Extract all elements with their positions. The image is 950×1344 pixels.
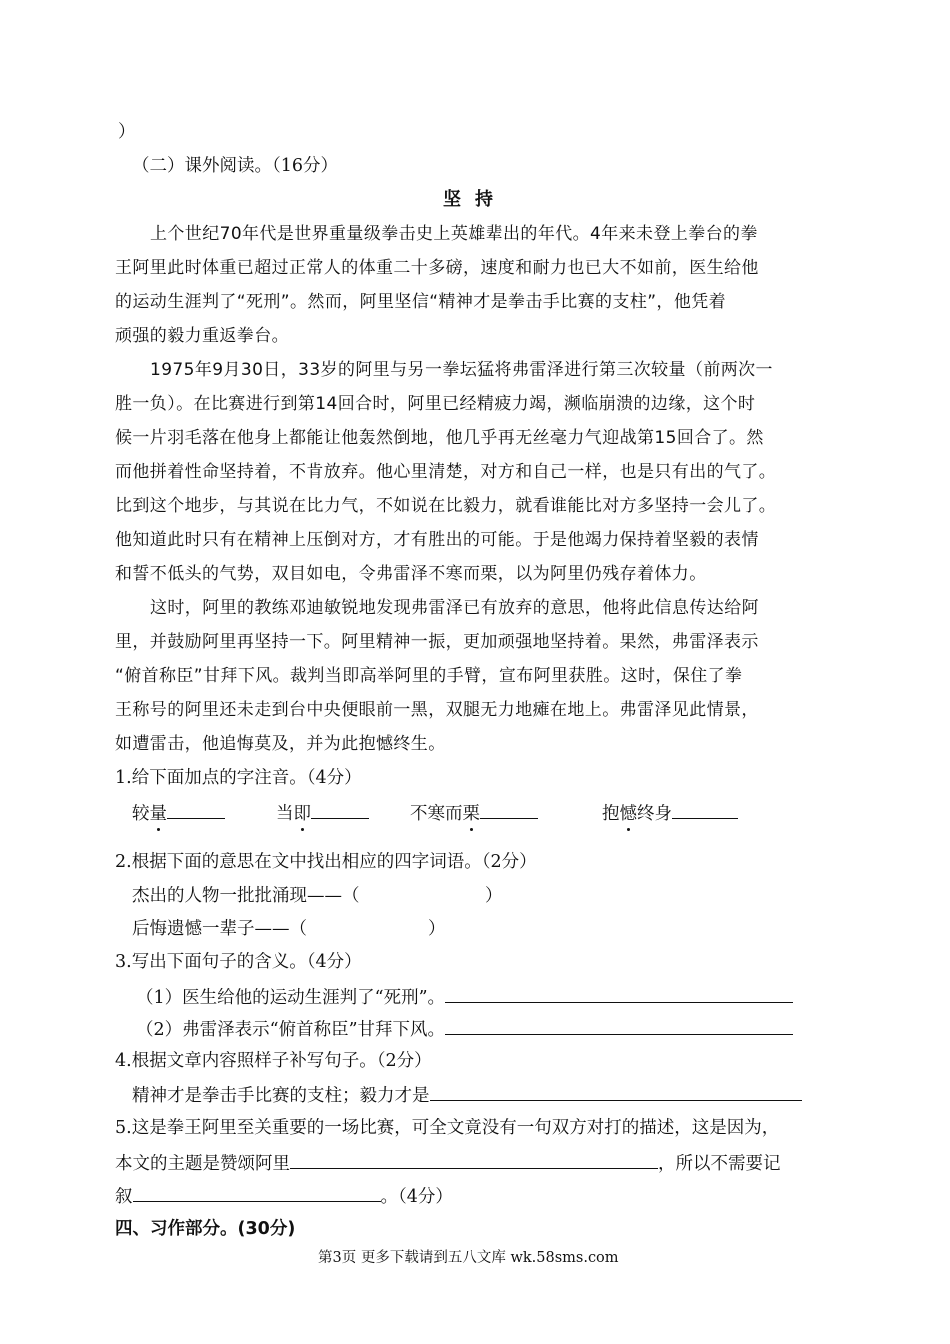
q3-sub-1: （1）医生给他的运动生涯判了“死刑”。 xyxy=(136,984,793,1010)
q2-line-2-close: ） xyxy=(428,919,446,939)
answer-blank[interactable] xyxy=(445,984,793,1003)
paragraph-line: 王称号的阿里还未走到台中央便眼前一黑，双腿无力地瘫在地上。弗雷泽见此情景， xyxy=(115,700,759,720)
paragraph-line: 比到这个地步，与其说在比力气，不如说在比毅力，就看谁能比对方多坚持一会儿了。 xyxy=(115,496,777,516)
paragraph-line: 王阿里此时体重已超过正常人的体重二十多磅，速度和耐力也已大不如前，医生给他 xyxy=(115,258,759,278)
paragraph-line: 里，并鼓励阿里再坚持一下。阿里精神一振，更加顽强地坚持着。果然，弗雷泽表示 xyxy=(115,632,759,652)
paragraph-line: 和誓不低头的气势，双目如电，令弗雷泽不寒而栗，以为阿里仍残存着体力。 xyxy=(115,564,707,584)
answer-blank[interactable] xyxy=(167,800,225,819)
answer-blank[interactable] xyxy=(311,800,369,819)
paragraph-line: “俯首称臣”甘拜下风。裁判当即高举阿里的手臂，宣布阿里获胜。这时，保住了拳 xyxy=(115,666,743,686)
q3-sub-2: （2）弗雷泽表示“俯首称臣”甘拜下风。 xyxy=(136,1016,793,1042)
dotted-char: 即 xyxy=(293,804,311,824)
section-4-heading: 四、习作部分。(30分) xyxy=(115,1219,296,1239)
q1-prompt: 1.给下面加点的字注音。（4分） xyxy=(115,768,362,788)
q3-prompt: 3.写出下面句子的含义。（4分） xyxy=(115,952,362,972)
top-paren: ） xyxy=(118,122,136,142)
q5-line-2: 本文的主题是赞颂阿里 ，所以不需要记 xyxy=(115,1150,781,1176)
paragraph-line: 1975年9月30日，33岁的阿里与另一拳坛猛将弗雷泽进行第三次较量（前两次一 xyxy=(150,360,773,380)
q5-line-1: 5.这是拳王阿里至关重要的一场比赛，可全文竟没有一句双方对打的描述，这是因为， xyxy=(115,1118,780,1138)
q2-line-1: 杰出的人物一批批涌现——（ xyxy=(132,886,360,906)
paragraph-line: 如遭雷击，他追悔莫及，并为此抱憾终生。 xyxy=(115,734,446,754)
paragraph-line: 的运动生涯判了“死刑”。然而，阿里坚信“精神才是拳击手比赛的支柱”，他凭着 xyxy=(115,292,727,312)
section-heading: （二）课外阅读。（16分） xyxy=(132,156,339,176)
q2-line-2: 后悔遗憾一辈子——（ xyxy=(132,919,307,939)
dotted-char: 憾 xyxy=(619,804,637,824)
answer-blank[interactable] xyxy=(445,1016,793,1035)
dotted-char: 量 xyxy=(149,804,167,824)
answer-blank[interactable] xyxy=(290,1150,658,1169)
paragraph-line: 而他拼着性命坚持着，不肯放弃。他心里清楚，对方和自己一样，也是只有出的气了。 xyxy=(115,462,777,482)
q5-line-3: 叙 。（4分） xyxy=(115,1183,453,1209)
answer-blank[interactable] xyxy=(480,800,538,819)
q1-item-2: 当即 xyxy=(276,800,369,826)
dotted-char: 栗 xyxy=(462,804,480,824)
paragraph-line: 这时，阿里的教练邓迪敏锐地发现弗雷泽已有放弃的意思，他将此信息传达给阿 xyxy=(150,598,759,618)
article-title: 坚持 xyxy=(443,189,507,210)
page-footer: 第3页 更多下载请到五八文库 wk.58sms.com xyxy=(318,1250,619,1266)
q2-line-1-close: ） xyxy=(485,886,503,906)
q4-line: 精神才是拳击手比赛的支柱；毅力才是 xyxy=(132,1082,802,1108)
answer-blank[interactable] xyxy=(672,800,738,819)
answer-blank[interactable] xyxy=(430,1082,802,1101)
paragraph-line: 上个世纪70年代是世界重量级拳击史上英雄辈出的年代。4年来未登上拳台的拳 xyxy=(150,224,758,244)
paragraph-line: 胜一负）。在比赛进行到第14回合时，阿里已经精疲力竭，濒临崩溃的边缘，这个时 xyxy=(115,394,756,414)
q2-prompt: 2.根据下面的意思在文中找出相应的四字词语。（2分） xyxy=(115,852,537,872)
q4-prompt: 4.根据文章内容照样子补写句子。（2分） xyxy=(115,1051,432,1071)
q1-item-3: 不寒而栗 xyxy=(410,800,538,826)
q1-item-1: 较量 xyxy=(132,800,225,826)
paragraph-line: 候一片羽毛落在他身上都能让他轰然倒地，他几乎再无丝毫力气迎战第15回合了。然 xyxy=(115,428,764,448)
q1-item-4: 抱憾终身 xyxy=(602,800,738,826)
paragraph-line: 顽强的毅力重返拳台。 xyxy=(115,326,289,346)
paragraph-line: 他知道此时只有在精神上压倒对方，才有胜出的可能。于是他竭力保持着坚毅的表情 xyxy=(115,530,759,550)
answer-blank[interactable] xyxy=(133,1183,381,1202)
